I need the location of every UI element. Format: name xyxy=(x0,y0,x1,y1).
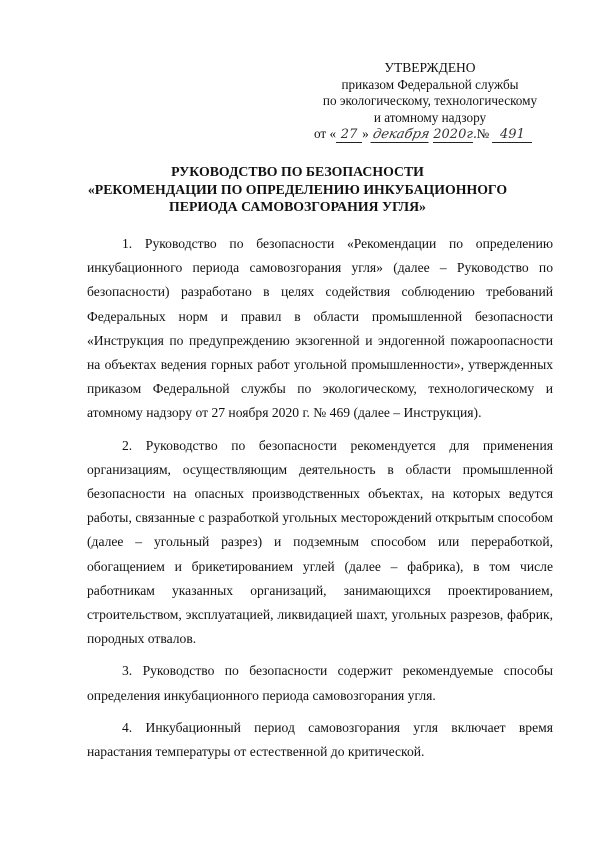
handwritten-year: 2020г. xyxy=(433,127,478,142)
approval-line-order: приказом Федеральной службы xyxy=(341,76,519,92)
date-prefix: от « xyxy=(314,126,337,141)
paragraph-3: 3. Руководство по безопасности содержит рекомендуемые способы определения инкубационного периода самовозгорания угля. xyxy=(87,663,553,703)
number-sign: № xyxy=(476,126,490,141)
title-line-1: РУКОВОДСТВО ПО БЕЗОПАСНОСТИ xyxy=(171,164,424,179)
approval-date-line xyxy=(300,126,560,143)
paragraph-1: 1. Руководство по безопасности «Рекомендации по определению инкубационного периода самовозгорания угля» (далее – Руководство по безопасности) разработано в целях содействия соблюдению требований Федеральных норм и правил в области промышленной безопасности «Инструкция по предупреждению экзогенной и эндогенной пожароопасности на объектах ведения горных работ угольной промышленности», утвержденных приказом Федеральной службы по экологическому, технологическому и атомному надзору от 27 ноября 2020 г. № 469 (далее – Инструкция). xyxy=(87,236,553,421)
title-line-2: «РЕКОМЕНДАЦИИ ПО ОПРЕДЕЛЕНИЮ ИНКУБАЦИОННОГО xyxy=(87,181,508,197)
handwritten-month: декабря xyxy=(371,127,431,142)
approval-line-supervision: по экологическому, технологическому xyxy=(322,93,538,108)
handwritten-day: 27 xyxy=(336,128,362,143)
handwritten-order-number: 491 xyxy=(492,128,532,143)
approval-heading: УТВЕРЖДЕНО xyxy=(384,60,476,75)
paragraph-4: 4. Инкубационный период самовозгорания угля включает время нарастания температуры от естественной до критической. xyxy=(87,719,553,760)
date-close-quote: » xyxy=(362,126,369,141)
approval-line-nuclear: и атомному надзору xyxy=(373,109,487,125)
approval-block xyxy=(300,60,560,143)
title-line-3: ПЕРИОДА САМОВОЗГОРАНИЯ УГЛЯ» xyxy=(169,199,426,214)
document-title xyxy=(40,163,555,216)
document-body xyxy=(87,232,553,772)
paragraph-2: 2. Руководство по безопасности рекомендуется для применения организациям, осуществляющим деятельность в области промышленной безопасности на опасных производственных объектах, на которых ведутся работы, связанные с разработкой угольных месторождений открытым способом (далее – угольный разрез) и подземным способом или переработкой, обогащением и брикетированием углей (далее – фабрика), в том числе работникам указанных организаций, занимающихся проектированием, строительством, эксплуатацией, ликвидацией шахт, угольных разрезов, фабрик, породных отвалов. xyxy=(87,437,553,647)
